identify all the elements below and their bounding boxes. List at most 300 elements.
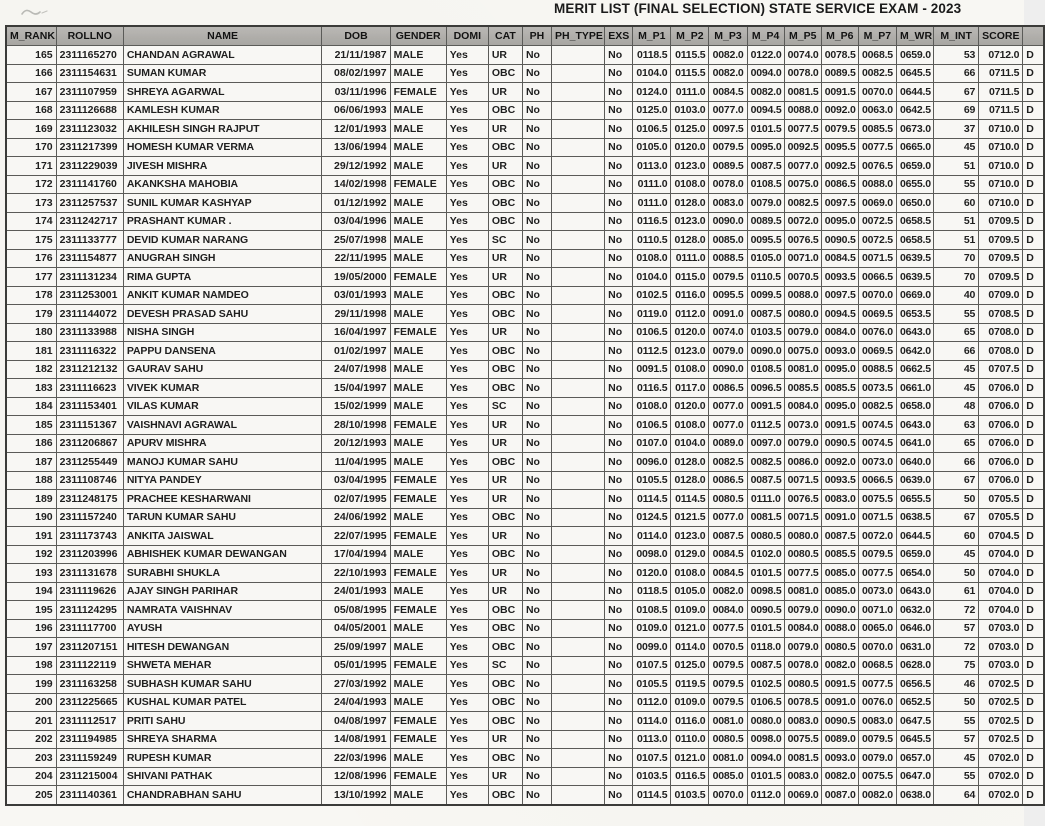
cell-gender: FEMALE [390, 601, 446, 620]
cell-m_int: 63 [934, 416, 979, 435]
cell-m_p7: 0063.0 [858, 101, 896, 120]
cell-m_p5: 0079.0 [784, 601, 821, 620]
cell-m_p7: 0074.5 [858, 416, 896, 435]
pencil-mark [18, 4, 52, 20]
cell-m_p5: 0084.0 [784, 619, 821, 638]
cell-m_p7: 0072.0 [858, 527, 896, 546]
cell-name: JIVESH MISHRA [123, 157, 322, 176]
cell-name: GAURAV SAHU [123, 360, 322, 379]
cell-dob: 04/08/1997 [322, 712, 390, 731]
cell-m_p6: 0083.0 [821, 490, 858, 509]
cell-m_p3: 0082.5 [709, 453, 747, 472]
cell-m_p4: 0087.5 [747, 305, 784, 324]
cell-m_rank: 178 [6, 286, 56, 305]
cell-score: 0703.0 [979, 619, 1023, 638]
cell-m_rank: 203 [6, 749, 56, 768]
cell-m_p4: 0118.0 [747, 638, 784, 657]
cell-score: 0711.5 [979, 83, 1023, 102]
cell-gender: MALE [390, 286, 446, 305]
header-cell-score: SCORE [979, 26, 1023, 46]
cell-m_p6: 0097.5 [821, 194, 858, 213]
cell-cat: OBC [488, 138, 522, 157]
cell-exs: No [605, 786, 633, 805]
cell-domi: Yes [446, 601, 488, 620]
cell-m_p5: 0079.0 [784, 434, 821, 453]
cell-dob: 03/04/1995 [322, 471, 390, 490]
cell-name: PRACHEE KESHARWANI [123, 490, 322, 509]
cell-clipped: D [1023, 712, 1044, 731]
cell-m_wr: 0632.0 [896, 601, 933, 620]
cell-m_rank: 202 [6, 730, 56, 749]
cell-m_int: 69 [934, 101, 979, 120]
cell-m_p1: 0106.5 [633, 120, 671, 139]
cell-m_rank: 168 [6, 101, 56, 120]
cell-m_p2: 0117.0 [671, 379, 709, 398]
cell-exs: No [605, 453, 633, 472]
cell-clipped: D [1023, 360, 1044, 379]
cell-gender: MALE [390, 64, 446, 83]
cell-domi: Yes [446, 175, 488, 194]
cell-m_p1: 0107.0 [633, 434, 671, 453]
cell-m_p4: 0081.5 [747, 508, 784, 527]
cell-m_p6: 0089.0 [821, 730, 858, 749]
cell-score: 0711.5 [979, 64, 1023, 83]
cell-m_p2: 0128.0 [671, 194, 709, 213]
cell-domi: Yes [446, 268, 488, 287]
cell-m_rank: 193 [6, 564, 56, 583]
cell-m_rank: 194 [6, 582, 56, 601]
cell-m_p4: 0087.5 [747, 471, 784, 490]
cell-domi: Yes [446, 712, 488, 731]
cell-score: 0707.5 [979, 360, 1023, 379]
cell-domi: Yes [446, 323, 488, 342]
cell-exs: No [605, 157, 633, 176]
cell-m_p3: 0081.0 [709, 712, 747, 731]
header-cell-gender: GENDER [390, 26, 446, 46]
cell-dob: 03/01/1993 [322, 286, 390, 305]
cell-cat: UR [488, 120, 522, 139]
cell-m_int: 51 [934, 231, 979, 250]
cell-gender: MALE [390, 120, 446, 139]
cell-ph: No [522, 212, 551, 231]
cell-score: 0710.0 [979, 138, 1023, 157]
header-cell-ph_type: PH_TYPE [552, 26, 605, 46]
cell-m_p5: 0079.0 [784, 323, 821, 342]
cell-m_p2: 0123.0 [671, 527, 709, 546]
cell-m_p7: 0073.0 [858, 582, 896, 601]
cell-m_rank: 198 [6, 656, 56, 675]
cell-cat: OBC [488, 508, 522, 527]
cell-m_p2: 0121.0 [671, 749, 709, 768]
cell-m_p3: 0085.0 [709, 767, 747, 786]
cell-ph_type [552, 249, 605, 268]
cell-dob: 15/04/1997 [322, 379, 390, 398]
cell-domi: Yes [446, 249, 488, 268]
table-row [6, 157, 1044, 176]
cell-m_p3: 0089.0 [709, 434, 747, 453]
cell-m_p4: 0101.5 [747, 120, 784, 139]
cell-name: CHANDAN AGRAWAL [123, 46, 322, 65]
table-row [6, 194, 1044, 213]
cell-domi: Yes [446, 138, 488, 157]
cell-clipped: D [1023, 601, 1044, 620]
cell-m_p5: 0075.0 [784, 175, 821, 194]
cell-gender: MALE [390, 749, 446, 768]
cell-rollno: 2311248175 [56, 490, 123, 509]
cell-m_p2: 0115.5 [671, 64, 709, 83]
cell-ph: No [522, 434, 551, 453]
cell-m_p1: 0116.5 [633, 212, 671, 231]
cell-cat: OBC [488, 286, 522, 305]
cell-domi: Yes [446, 453, 488, 472]
cell-clipped: D [1023, 582, 1044, 601]
cell-rollno: 2311151367 [56, 416, 123, 435]
cell-cat: UR [488, 527, 522, 546]
cell-ph_type [552, 101, 605, 120]
cell-ph: No [522, 120, 551, 139]
cell-m_p2: 0116.5 [671, 767, 709, 786]
cell-domi: Yes [446, 693, 488, 712]
cell-rollno: 2311141760 [56, 175, 123, 194]
cell-m_p3: 0082.0 [709, 46, 747, 65]
cell-domi: Yes [446, 749, 488, 768]
cell-cat: SC [488, 656, 522, 675]
table-row [6, 693, 1044, 712]
cell-exs: No [605, 656, 633, 675]
cell-clipped: D [1023, 508, 1044, 527]
cell-ph_type [552, 175, 605, 194]
cell-ph: No [522, 767, 551, 786]
cell-rollno: 2311153401 [56, 397, 123, 416]
cell-m_p4: 0094.5 [747, 101, 784, 120]
cell-m_p6: 0093.0 [821, 342, 858, 361]
cell-name: VAISHNAVI AGRAWAL [123, 416, 322, 435]
header-cell-name: NAME [123, 26, 322, 46]
cell-score: 0709.5 [979, 268, 1023, 287]
cell-name: RIMA GUPTA [123, 268, 322, 287]
cell-dob: 03/11/1996 [322, 83, 390, 102]
cell-m_p2: 0128.0 [671, 471, 709, 490]
cell-ph: No [522, 64, 551, 83]
cell-m_wr: 0673.0 [896, 120, 933, 139]
cell-score: 0706.0 [979, 471, 1023, 490]
cell-ph: No [522, 101, 551, 120]
cell-m_wr: 0638.0 [896, 786, 933, 805]
cell-m_p6: 0082.0 [821, 656, 858, 675]
cell-rollno: 2311154631 [56, 64, 123, 83]
cell-name: AKANKSHA MAHOBIA [123, 175, 322, 194]
cell-m_p1: 0120.0 [633, 564, 671, 583]
header-cell-ph: PH [522, 26, 551, 46]
cell-exs: No [605, 619, 633, 638]
cell-score: 0702.0 [979, 767, 1023, 786]
cell-m_p7: 0079.5 [858, 730, 896, 749]
table-row [6, 342, 1044, 361]
cell-m_p7: 0083.0 [858, 712, 896, 731]
cell-m_p1: 0107.5 [633, 749, 671, 768]
cell-domi: Yes [446, 619, 488, 638]
cell-ph_type [552, 730, 605, 749]
cell-m_wr: 0658.0 [896, 397, 933, 416]
cell-rollno: 2311131234 [56, 268, 123, 287]
table-row [6, 749, 1044, 768]
cell-m_p4: 0101.5 [747, 564, 784, 583]
cell-m_p3: 0077.0 [709, 101, 747, 120]
cell-domi: Yes [446, 564, 488, 583]
cell-m_int: 50 [934, 564, 979, 583]
cell-rollno: 2311157240 [56, 508, 123, 527]
cell-name: PAPPU DANSENA [123, 342, 322, 361]
cell-m_p5: 0074.0 [784, 46, 821, 65]
cell-m_p2: 0108.0 [671, 175, 709, 194]
cell-m_p3: 0083.0 [709, 194, 747, 213]
cell-m_wr: 0645.5 [896, 64, 933, 83]
cell-m_p7: 0073.5 [858, 379, 896, 398]
cell-ph: No [522, 564, 551, 583]
cell-exs: No [605, 286, 633, 305]
header-cell-m_p6: M_P6 [821, 26, 858, 46]
cell-m_p3: 0084.0 [709, 601, 747, 620]
cell-m_p4: 0098.0 [747, 730, 784, 749]
cell-m_rank: 184 [6, 397, 56, 416]
cell-domi: Yes [446, 416, 488, 435]
cell-m_rank: 201 [6, 712, 56, 731]
cell-m_p7: 0079.5 [858, 545, 896, 564]
cell-m_p1: 0107.5 [633, 656, 671, 675]
cell-ph: No [522, 730, 551, 749]
cell-m_p3: 0089.5 [709, 157, 747, 176]
cell-rollno: 2311154877 [56, 249, 123, 268]
cell-m_p5: 0080.5 [784, 675, 821, 694]
cell-m_int: 64 [934, 786, 979, 805]
cell-m_p6: 0079.5 [821, 120, 858, 139]
cell-clipped: D [1023, 434, 1044, 453]
cell-m_p2: 0103.0 [671, 101, 709, 120]
cell-cat: UR [488, 323, 522, 342]
cell-exs: No [605, 527, 633, 546]
cell-name: SHIVANI PATHAK [123, 767, 322, 786]
table-row [6, 323, 1044, 342]
cell-dob: 22/11/1995 [322, 249, 390, 268]
cell-m_rank: 200 [6, 693, 56, 712]
cell-m_int: 50 [934, 490, 979, 509]
cell-gender: MALE [390, 305, 446, 324]
cell-m_p1: 0108.0 [633, 397, 671, 416]
cell-m_p6: 0086.5 [821, 175, 858, 194]
cell-clipped: D [1023, 471, 1044, 490]
cell-m_p2: 0109.0 [671, 693, 709, 712]
cell-cat: OBC [488, 545, 522, 564]
cell-m_rank: 181 [6, 342, 56, 361]
cell-ph: No [522, 453, 551, 472]
cell-name: MANOJ KUMAR SAHU [123, 453, 322, 472]
cell-domi: Yes [446, 83, 488, 102]
cell-m_p6: 0090.5 [821, 434, 858, 453]
table-body [6, 46, 1044, 805]
cell-m_p3: 0090.0 [709, 360, 747, 379]
cell-m_rank: 191 [6, 527, 56, 546]
cell-ph_type [552, 619, 605, 638]
cell-name: SHREYA SHARMA [123, 730, 322, 749]
cell-m_p1: 0106.5 [633, 323, 671, 342]
cell-ph_type [552, 323, 605, 342]
cell-rollno: 2311165270 [56, 46, 123, 65]
table-row [6, 286, 1044, 305]
cell-m_p4: 0090.5 [747, 601, 784, 620]
cell-gender: MALE [390, 194, 446, 213]
cell-m_p3: 0084.5 [709, 545, 747, 564]
cell-domi: Yes [446, 675, 488, 694]
cell-exs: No [605, 471, 633, 490]
cell-gender: MALE [390, 249, 446, 268]
cell-ph: No [522, 656, 551, 675]
cell-m_p1: 0114.5 [633, 490, 671, 509]
cell-rollno: 2311116322 [56, 342, 123, 361]
cell-m_p3: 0077.0 [709, 397, 747, 416]
cell-m_p1: 0111.0 [633, 175, 671, 194]
cell-m_p3: 0079.0 [709, 342, 747, 361]
cell-m_p5: 0085.5 [784, 379, 821, 398]
cell-m_p6: 0085.0 [821, 564, 858, 583]
cell-m_p6: 0091.5 [821, 675, 858, 694]
cell-m_p1: 0118.5 [633, 582, 671, 601]
cell-ph: No [522, 249, 551, 268]
cell-m_p3: 0081.0 [709, 749, 747, 768]
cell-m_rank: 171 [6, 157, 56, 176]
cell-m_rank: 173 [6, 194, 56, 213]
cell-m_p2: 0110.0 [671, 730, 709, 749]
cell-score: 0709.5 [979, 212, 1023, 231]
cell-clipped: D [1023, 249, 1044, 268]
cell-score: 0710.0 [979, 157, 1023, 176]
cell-m_p5: 0076.5 [784, 231, 821, 250]
cell-m_p6: 0091.0 [821, 693, 858, 712]
cell-m_p3: 0097.5 [709, 120, 747, 139]
cell-exs: No [605, 46, 633, 65]
cell-rollno: 2311173743 [56, 527, 123, 546]
cell-m_int: 53 [934, 46, 979, 65]
cell-dob: 24/07/1998 [322, 360, 390, 379]
cell-cat: OBC [488, 619, 522, 638]
cell-m_p5: 0070.5 [784, 268, 821, 287]
cell-exs: No [605, 730, 633, 749]
cell-dob: 12/01/1993 [322, 120, 390, 139]
cell-m_p4: 0108.5 [747, 175, 784, 194]
cell-m_p6: 0091.5 [821, 83, 858, 102]
cell-m_int: 66 [934, 64, 979, 83]
cell-m_p2: 0119.5 [671, 675, 709, 694]
cell-m_p2: 0111.0 [671, 83, 709, 102]
cell-m_p6: 0085.5 [821, 379, 858, 398]
cell-m_rank: 187 [6, 453, 56, 472]
cell-name: HITESH DEWANGAN [123, 638, 322, 657]
cell-clipped: D [1023, 730, 1044, 749]
cell-dob: 24/01/1993 [322, 582, 390, 601]
cell-m_p2: 0104.0 [671, 434, 709, 453]
cell-m_p2: 0129.0 [671, 545, 709, 564]
cell-ph_type [552, 212, 605, 231]
cell-score: 0708.0 [979, 342, 1023, 361]
cell-m_p1: 0113.0 [633, 730, 671, 749]
cell-m_rank: 185 [6, 416, 56, 435]
cell-dob: 28/10/1998 [322, 416, 390, 435]
cell-domi: Yes [446, 656, 488, 675]
cell-ph: No [522, 712, 551, 731]
cell-name: ANKITA JAISWAL [123, 527, 322, 546]
cell-m_p1: 0105.5 [633, 675, 671, 694]
cell-m_p4: 0094.0 [747, 64, 784, 83]
cell-m_p2: 0108.0 [671, 360, 709, 379]
cell-cat: UR [488, 730, 522, 749]
cell-gender: MALE [390, 508, 446, 527]
cell-rollno: 2311207151 [56, 638, 123, 657]
cell-m_p5: 0071.5 [784, 508, 821, 527]
cell-rollno: 2311112517 [56, 712, 123, 731]
cell-rollno: 2311131678 [56, 564, 123, 583]
cell-score: 0706.0 [979, 416, 1023, 435]
cell-m_p7: 0071.5 [858, 508, 896, 527]
cell-exs: No [605, 379, 633, 398]
cell-ph_type [552, 83, 605, 102]
cell-m_p4: 0101.5 [747, 619, 784, 638]
cell-rollno: 2311159249 [56, 749, 123, 768]
cell-m_p2: 0112.0 [671, 305, 709, 324]
cell-dob: 24/04/1993 [322, 693, 390, 712]
cell-ph_type [552, 601, 605, 620]
cell-m_wr: 0642.5 [896, 101, 933, 120]
cell-name: VILAS KUMAR [123, 397, 322, 416]
cell-m_p7: 0076.5 [858, 157, 896, 176]
cell-ph_type [552, 157, 605, 176]
table-row [6, 175, 1044, 194]
cell-name: CHANDRABHAN SAHU [123, 786, 322, 805]
cell-m_p5: 0088.0 [784, 101, 821, 120]
header-cell-m_p5: M_P5 [784, 26, 821, 46]
cell-m_p4: 0079.0 [747, 194, 784, 213]
cell-m_p4: 0087.5 [747, 656, 784, 675]
cell-m_p7: 0082.5 [858, 64, 896, 83]
cell-m_wr: 0659.0 [896, 545, 933, 564]
cell-m_wr: 0647.0 [896, 767, 933, 786]
cell-m_p3: 0078.0 [709, 175, 747, 194]
cell-domi: Yes [446, 120, 488, 139]
table-row [6, 490, 1044, 509]
cell-m_p3: 0084.5 [709, 83, 747, 102]
cell-score: 0702.5 [979, 730, 1023, 749]
cell-name: ANUGRAH SINGH [123, 249, 322, 268]
cell-clipped: D [1023, 157, 1044, 176]
cell-m_wr: 0645.5 [896, 730, 933, 749]
cell-ph: No [522, 342, 551, 361]
cell-ph: No [522, 305, 551, 324]
cell-m_p1: 0114.0 [633, 527, 671, 546]
cell-m_p6: 0095.0 [821, 360, 858, 379]
cell-m_p1: 0118.5 [633, 46, 671, 65]
cell-exs: No [605, 120, 633, 139]
cell-clipped: D [1023, 46, 1044, 65]
cell-name: AKHILESH SINGH RAJPUT [123, 120, 322, 139]
header-cell-m_p1: M_P1 [633, 26, 671, 46]
cell-score: 0702.5 [979, 712, 1023, 731]
cell-m_wr: 0631.0 [896, 638, 933, 657]
cell-m_p6: 0087.0 [821, 786, 858, 805]
cell-m_rank: 182 [6, 360, 56, 379]
cell-m_wr: 0665.0 [896, 138, 933, 157]
cell-rollno: 2311133777 [56, 231, 123, 250]
cell-m_p4: 0112.5 [747, 416, 784, 435]
cell-m_wr: 0643.0 [896, 416, 933, 435]
cell-exs: No [605, 638, 633, 657]
